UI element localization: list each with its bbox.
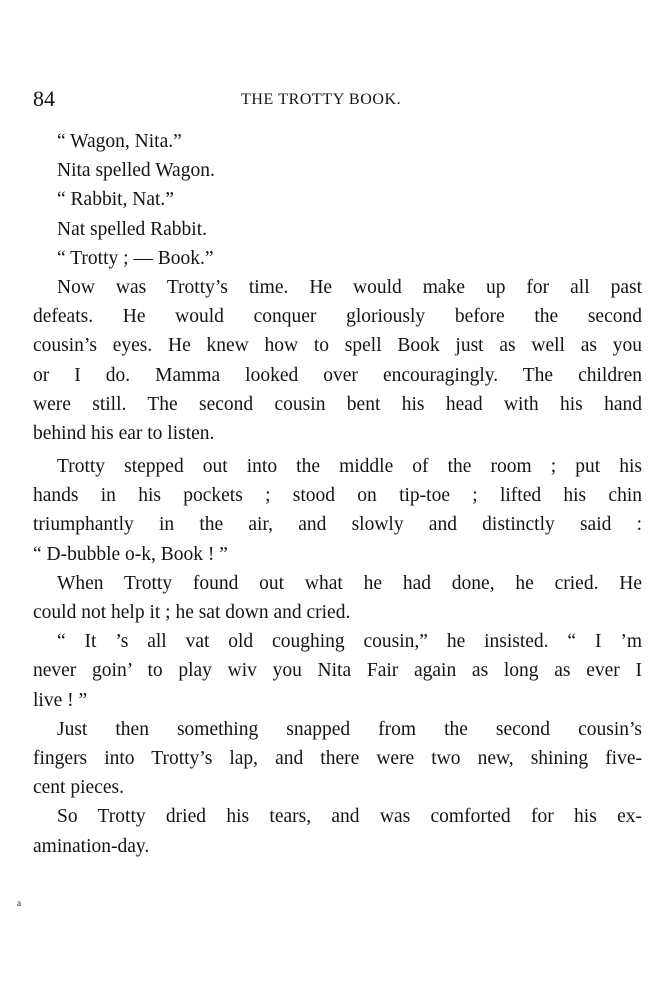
text-line: amination-day. (33, 835, 150, 857)
running-head-title: THE TROTTY BOOK. (241, 91, 402, 108)
text-line: Nita spelled Wagon. (57, 160, 215, 182)
text-line: Now was Trotty’s time. He would make up for all past (57, 276, 642, 298)
text-line: defeats. He would conquer gloriously before the second (33, 306, 642, 328)
text-line: “ Wagon, Nita.” (57, 131, 182, 152)
text-line: fingers into Trotty’s lap, and there were two new, shining five- (33, 747, 642, 769)
text-line: cent pieces. (33, 777, 124, 799)
body-text (33, 127, 642, 861)
text-line: “ It ’s all vat old coughing cousin,” he insisted. “ I ’m (57, 631, 642, 653)
text-line: behind his ear to listen. (33, 422, 215, 444)
page-number: 84 (33, 86, 55, 111)
text-line: So Trotty dried his tears, and was comforted for his ex- (57, 806, 642, 828)
text-line: hands in his pockets ; stood on tip-toe ; lifted his chin (33, 485, 642, 507)
text-line: cousin’s eyes. He knew how to spell Book just as well as you (33, 335, 642, 357)
text-line: or I do. Mamma looked over encouragingly. The children (33, 364, 642, 386)
text-line: When Trotty found out what he had done, he cried. He (57, 572, 642, 594)
text-line: Trotty stepped out into the middle of the room ; put his (57, 456, 642, 478)
ink-speck: a (17, 898, 21, 908)
text-line: “ Rabbit, Nat.” (57, 189, 174, 211)
text-line: “ Trotty ; — Book.” (57, 247, 214, 269)
text-line: Nat spelled Rabbit. (57, 218, 208, 240)
text-line: never goin’ to play wiv you Nita Fair again as long as ever I (33, 660, 642, 682)
text-line: “ D-bubble o-k, Book ! ” (33, 543, 228, 565)
text-line: Just then something snapped from the second cousin’s (57, 718, 642, 740)
text-line: triumphantly in the air, and slowly and distinctly said : (33, 514, 642, 536)
text-line: were still. The second cousin bent his head with his hand (33, 393, 642, 415)
text-line: live ! ” (33, 689, 88, 711)
running-head (33, 84, 641, 114)
text-line: could not help it ; he sat down and cried. (33, 602, 351, 623)
